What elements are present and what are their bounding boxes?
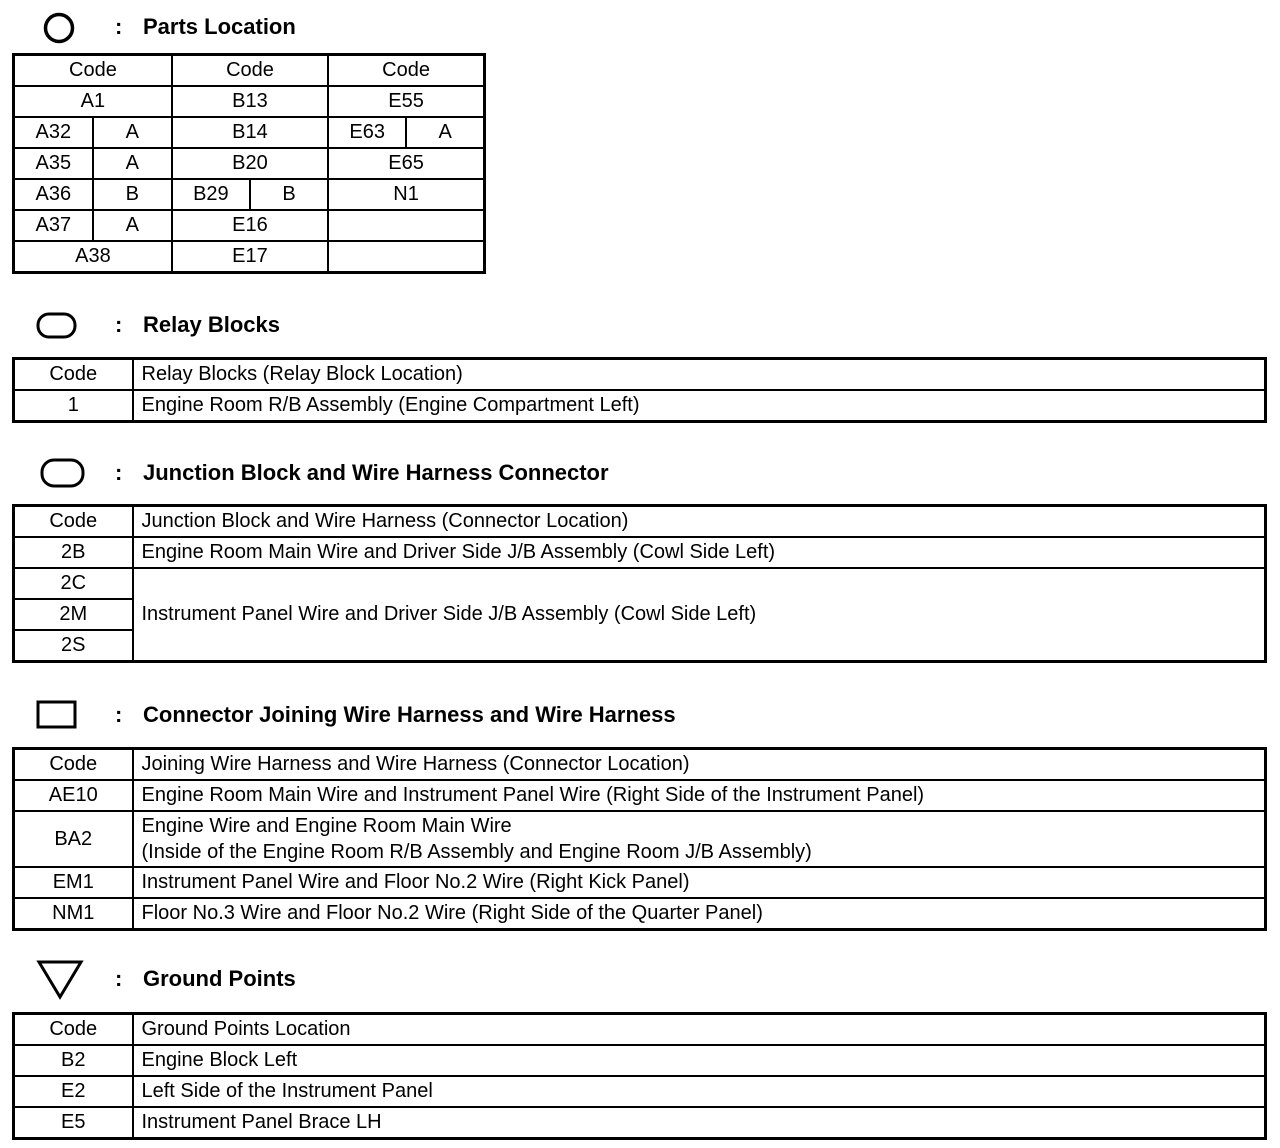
section-title: Parts Location [143,14,296,39]
table-header-desc: Junction Block and Wire Harness (Connector Location) [133,506,1266,538]
table-header-desc: Joining Wire Harness and Wire Harness (Connector Location) [133,749,1266,781]
table-row [14,86,485,117]
row-desc: Engine Room R/B Assembly (Engine Compartment Left) [133,390,1266,422]
row-code: EM1 [14,867,133,898]
table-row [14,811,1266,867]
part-code: E16 [172,210,328,241]
row-code: BA2 [14,811,133,867]
junction-block-heading [0,455,1000,491]
part-code: E17 [172,241,328,273]
table-row [14,537,1266,568]
table-row [14,1045,1266,1076]
table-row [14,568,1266,599]
section-title: Junction Block and Wire Harness Connector [143,460,609,485]
part-suffix: B [93,179,172,210]
junction-block-table [12,504,1267,663]
table-header-row [14,55,485,87]
table-header-code: Code [14,506,133,538]
section-title: Connector Joining Wire Harness and Wire Harness [143,702,676,727]
table-row [14,179,485,210]
circle-icon [42,11,76,45]
part-code: B13 [172,86,328,117]
parts-location-table [12,53,486,274]
row-code: AE10 [14,780,133,811]
part-suffix: B [250,179,328,210]
rounded-rect-icon [36,311,78,341]
row-desc: Instrument Panel Wire and Driver Side J/B Assembly (Cowl Side Left) [133,568,1266,662]
part-code: E65 [328,148,484,179]
triangle-down-icon [36,959,84,1001]
table-row [14,148,485,179]
table-row [14,241,485,273]
table-header-desc: Relay Blocks (Relay Block Location) [133,359,1266,391]
empty-cell [328,241,484,273]
table-row [14,898,1266,930]
row-code: E2 [14,1076,133,1107]
heading-colon: : [115,460,123,485]
part-suffix: A [93,210,172,241]
ground-points-heading [0,961,1000,997]
table-header-row [14,506,1266,538]
empty-cell [328,210,484,241]
row-code: NM1 [14,898,133,930]
table-header-row [14,1014,1266,1046]
table-header-row [14,749,1266,781]
table-header-code: Code [14,1014,133,1046]
table-header-code: Code [14,749,133,781]
table-row [14,1076,1266,1107]
rounded-rect-icon [40,457,86,491]
row-code: 1 [14,390,133,422]
part-code: A36 [14,179,93,210]
part-code: B20 [172,148,328,179]
table-row [14,1107,1266,1139]
table-row [14,390,1266,422]
part-code: E63 [328,117,406,148]
part-suffix: A [93,117,172,148]
row-code: 2S [14,630,133,662]
part-code: A1 [14,86,172,117]
row-desc: Floor No.3 Wire and Floor No.2 Wire (Right Side of the Quarter Panel) [133,898,1266,930]
heading-colon: : [115,702,123,727]
row-code: 2B [14,537,133,568]
row-code: 2M [14,599,133,630]
table-header-code: Code [172,55,328,87]
part-code: A32 [14,117,93,148]
connector-joining-heading [0,697,1000,733]
relay-blocks-heading [0,307,1000,343]
table-header-code: Code [328,55,484,87]
table-header-desc: Ground Points Location [133,1014,1266,1046]
row-desc: Engine Room Main Wire and Driver Side J/B Assembly (Cowl Side Left) [133,537,1266,568]
part-code: A35 [14,148,93,179]
table-header-row [14,359,1266,391]
row-desc: Instrument Panel Brace LH [133,1107,1266,1139]
heading-colon: : [115,966,123,991]
row-desc: Left Side of the Instrument Panel [133,1076,1266,1107]
row-desc-line: (Inside of the Engine Room R/B Assembly and Engine Room J/B Assembly) [141,841,812,863]
part-code: B29 [172,179,250,210]
part-code: A37 [14,210,93,241]
part-code: A38 [14,241,172,273]
relay-blocks-table [12,357,1267,423]
row-code: 2C [14,568,133,599]
section-title: Relay Blocks [143,312,280,337]
row-desc: Instrument Panel Wire and Floor No.2 Wire (Right Kick Panel) [133,867,1266,898]
table-row [14,210,485,241]
table-row [14,117,485,148]
part-code: N1 [328,179,484,210]
part-code: B14 [172,117,328,148]
parts-location-heading [0,9,1000,45]
ground-points-table [12,1012,1267,1140]
connector-joining-table [12,747,1267,931]
heading-colon: : [115,14,123,39]
section-title: Ground Points [143,966,296,991]
row-code: E5 [14,1107,133,1139]
row-desc: Engine Room Main Wire and Instrument Panel Wire (Right Side of the Instrument Panel) [133,780,1266,811]
part-code: E55 [328,86,484,117]
part-suffix: A [93,148,172,179]
row-desc: Engine Block Left [133,1045,1266,1076]
table-header-code: Code [14,55,172,87]
square-icon [36,700,78,730]
part-suffix: A [406,117,484,148]
table-row [14,867,1266,898]
row-desc [133,811,1266,867]
table-row [14,780,1266,811]
row-code: B2 [14,1045,133,1076]
heading-colon: : [115,312,123,337]
row-desc-line: Engine Wire and Engine Room Main Wire [141,815,512,837]
table-header-code: Code [14,359,133,391]
